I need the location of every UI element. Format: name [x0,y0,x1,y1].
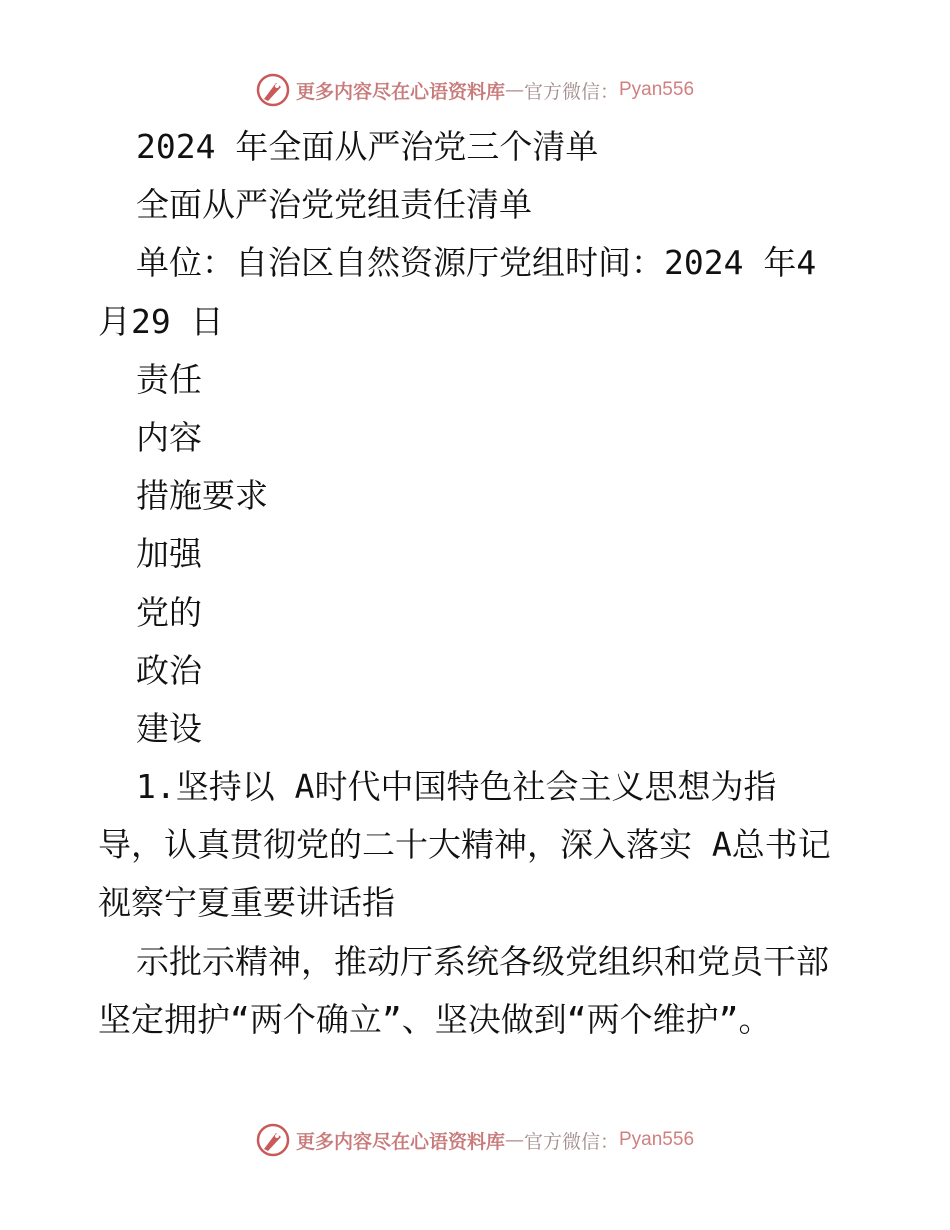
document-title: 2024 年全面从严治党三个清单 [136,127,599,166]
watermark-contact-label: 官方微信： [523,80,619,103]
table-cell-text: 政治 [136,650,202,690]
pen-nib-icon [256,73,290,107]
paragraph-line: 坚定拥护“两个确立”、坚决做到“两个维护”。 [98,999,772,1039]
table-cell-text: 措施要求 [136,476,268,516]
table-cell-text: 内容 [136,417,202,457]
header-watermark [0,70,950,110]
paragraph-line: 视察宁夏重要讲话指 [98,883,395,923]
table-cell-text: 加强 [136,534,202,574]
watermark-dash: — [504,79,524,101]
pen-nib-icon [256,1123,290,1157]
document-subtitle: 全面从严治党党组责任清单 [136,185,532,225]
watermark-contact-id: Pyan556 [619,1129,695,1150]
table-cell-text: 建设 [136,708,202,748]
watermark-contact-id: Pyan556 [619,79,695,100]
table-cell-text: 党的 [136,592,202,632]
watermark-dash: — [504,1129,524,1151]
document-body [98,118,858,1049]
watermark-brand-text: 更多内容尽在心语资料库 [295,1130,505,1153]
footer-watermark [0,1120,950,1160]
document-unit-line: 单位：自治区自然资源厅党组时间：2024 年4 [136,243,817,283]
document-date-line: 月29 日 [98,301,224,341]
table-cell-text: 责任 [136,359,202,399]
paragraph-line: 1.坚持以 A时代中国特色社会主义思想为指 [136,767,777,807]
paragraph-line: 示批示精神，推动厅系统各级党组织和党员干部 [136,941,829,981]
watermark-brand-text: 更多内容尽在心语资料库 [295,80,505,103]
watermark-contact-label: 官方微信： [523,1130,619,1153]
paragraph-line: 导，认真贯彻党的二十大精神，深入落实 A总书记 [98,825,831,865]
